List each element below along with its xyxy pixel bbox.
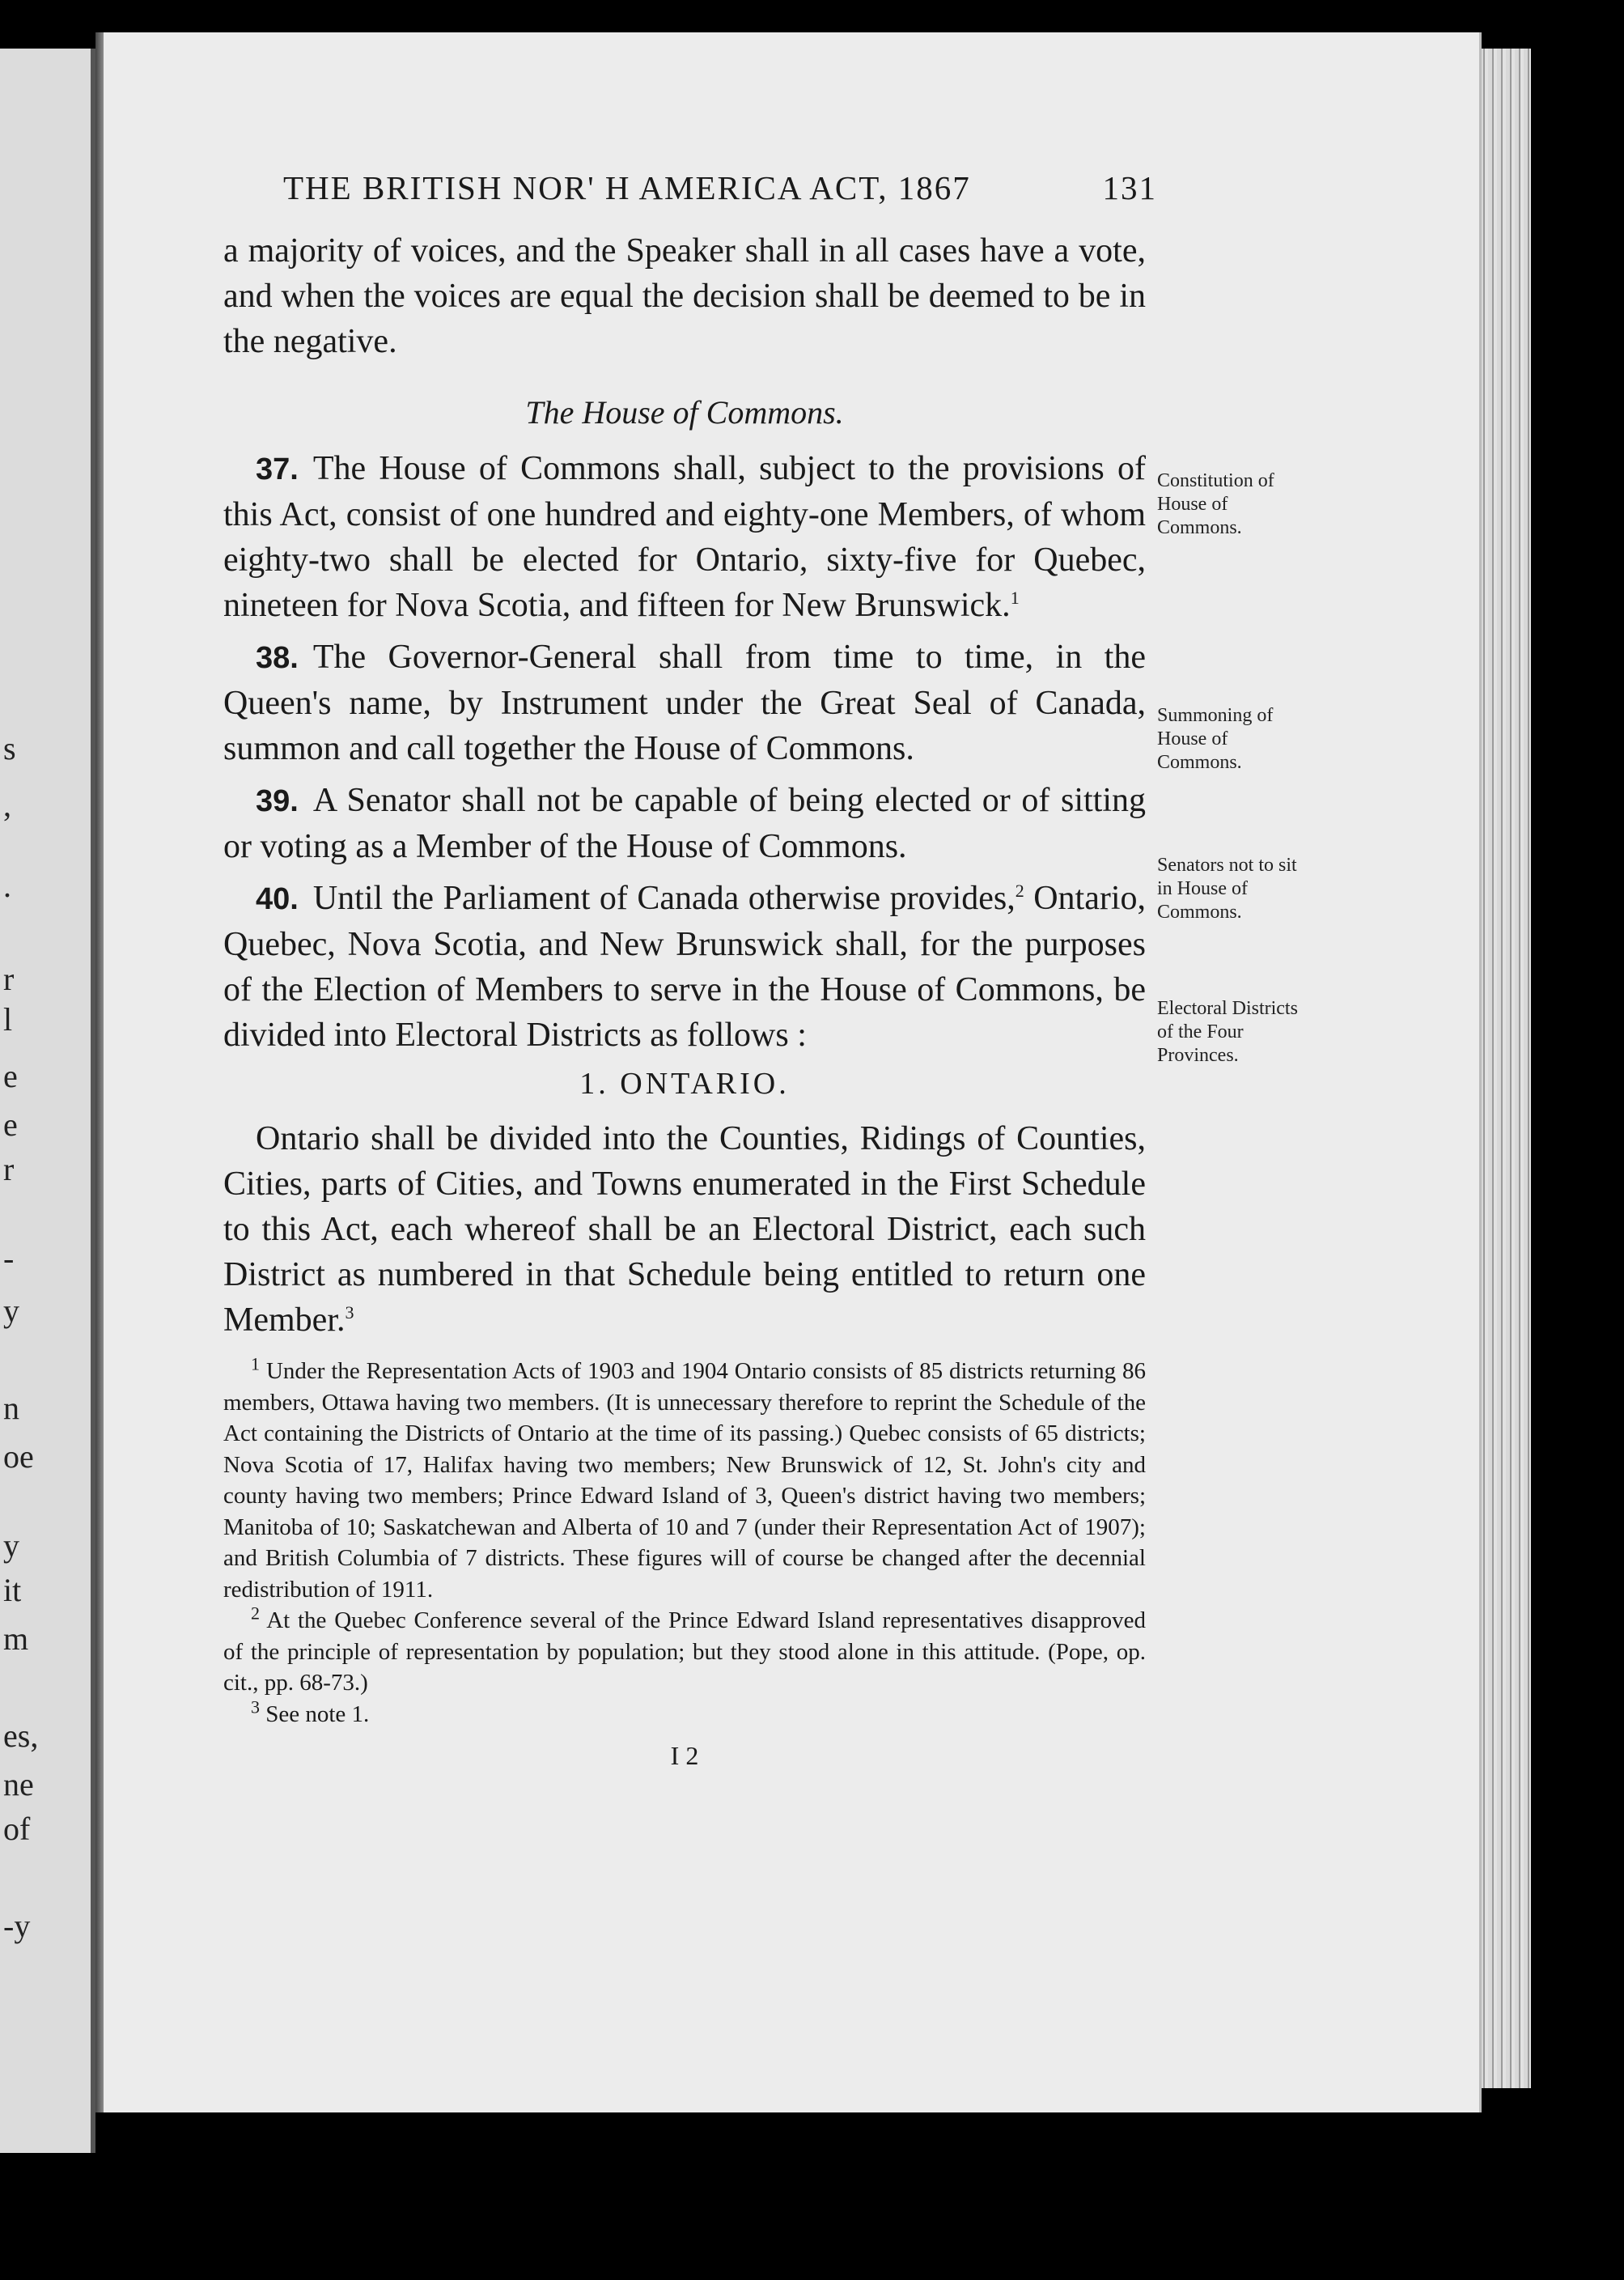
footnotes (223, 1353, 1147, 1730)
page-edges (1479, 49, 1531, 2088)
footnote-text: At the Quebec Conference several of the Prince Edward Island representatives disapproved of the principle of representation by population; but they stood alone in this attitude. (Pope, op. cit., pp. 68-73.) (223, 1607, 1147, 1696)
facing-page-fragment: e (3, 1106, 18, 1143)
running-title: THE BRITISH NOR' H AMERICA ACT, 1867 (283, 169, 971, 206)
margin-note: Electoral Districts of the Four Provinces. (1157, 998, 1298, 1066)
section-text: A Senator shall not be capable of being elected or of sitting or voting as a Member of the House of Commons. (223, 782, 1146, 865)
section-text-continued: Ontario, Quebec, Nova Scotia, and New Brunswick shall, for the purposes of the Election of Members to serve in the House of Commons, be divided into Electoral Districts as follows : (223, 880, 1147, 1054)
facing-page-fragment: oe (3, 1438, 34, 1475)
margin-note: Senators not to sit in House of Commons. (1157, 855, 1297, 923)
facing-page-edge (0, 49, 95, 2153)
footnote-mark: 2 (251, 1603, 260, 1624)
footnote-ref: 1 (1010, 588, 1020, 608)
ontario-paragraph (223, 1116, 1146, 1343)
footnote-mark: 3 (251, 1696, 260, 1717)
facing-page-fragment: r (3, 961, 15, 997)
facing-page-fragment: ne (3, 1766, 34, 1802)
footnote-3 (223, 1696, 1146, 1730)
page-number: 131 (1102, 169, 1157, 206)
facing-page-fragment: it (3, 1572, 22, 1608)
footnote-mark: 1 (251, 1353, 260, 1374)
section-39 (223, 778, 1146, 869)
facing-page-fragment: m (3, 1620, 29, 1657)
section-text: Until the Parliament of Canada otherwise provides, (312, 880, 1016, 917)
province-subheading: 1. ONTARIO. (579, 1067, 790, 1101)
running-header (283, 168, 1157, 207)
footnote-1 (223, 1353, 1147, 1605)
section-text: The Governor-General shall from time to time, in the Queen's name, by Instrument under the Great Seal of Canada, summon and call together the House of Commons. (223, 639, 1146, 767)
facing-page-fragment: r (3, 1151, 15, 1187)
facing-page-fragment: n (3, 1390, 19, 1426)
facing-page-fragment: -y (3, 1908, 31, 1944)
footnote-ref: 3 (345, 1302, 354, 1323)
section-number: 40. (256, 882, 299, 916)
facing-page-fragment: . (3, 868, 11, 904)
facing-page-fragment: y (3, 1527, 19, 1564)
ontario-text: Ontario shall be divided into the Counties, Ridings of Counties, Cities, parts of Cities, and Towns enumerated in the First Schedule to this Act, each whereof shall be an Electoral District, each such District as numbered in that Schedule being entitled to return one Member. (223, 1120, 1146, 1339)
footnote-2 (223, 1605, 1146, 1699)
facing-page-fragment: es, (3, 1717, 39, 1754)
margin-note: Constitution of House of Commons. (1157, 470, 1274, 538)
facing-page-fragment: - (3, 1240, 15, 1276)
footnote-text: See note 1. (265, 1700, 370, 1727)
section-38 (223, 635, 1146, 771)
opening-paragraph: a majority of voices, and the Speaker shall in all cases have a vote, and when the voices are equal the decision shall be deemed to be in the negative. (223, 232, 1146, 360)
facing-page-fragment: l (3, 1001, 13, 1038)
signature-mark: I 2 (670, 1741, 699, 1770)
main-text-column (223, 228, 1146, 1771)
facing-page-fragment: y (3, 1293, 19, 1329)
facing-page-fragment: of (3, 1811, 31, 1847)
footnote-ref: 2 (1015, 881, 1024, 901)
margin-note: Summoning of House of Commons. (1157, 705, 1274, 773)
facing-page-fragment: , (3, 787, 11, 823)
section-text: The House of Commons shall, subject to the provisions of this Act, consist of one hundred and eighty-one Members, of whom eighty-two shall be elected for Ontario, sixty-five for Quebec, nineteen for Nova Scotia, and fifteen for New Brunswick. (223, 450, 1146, 624)
facing-page-fragment: e (3, 1058, 18, 1094)
section-number: 37. (256, 452, 299, 486)
facing-page-fragment: s (3, 730, 16, 766)
section-40 (223, 876, 1146, 1058)
section-number: 39. (256, 784, 299, 818)
section-37 (223, 446, 1146, 628)
footnote-text: Under the Representation Acts of 1903 and 1904 Ontario consists of 85 districts returning 86 members, Ottawa having two members. (It is unnecessary therefore to reprint the Schedule of the Act containing the Districts of Ontario at the time of its passing.) Quebec consists of 65 districts; Nova Scotia of 17, Halifax having two members; New Brunswick of 12, St. John's city and county having two members; Prince Edward Island of 3, Queen's district having two members; Manitoba of 10; Saskatchewan and Alberta of 10 and 7 (under their Representation Act of 1907); and British Columbia of 7 districts. These figures will of course be changed after the decennial redistribution of 1911. (223, 1358, 1147, 1603)
section-heading: The House of Commons. (525, 394, 844, 431)
section-number: 38. (256, 641, 299, 675)
